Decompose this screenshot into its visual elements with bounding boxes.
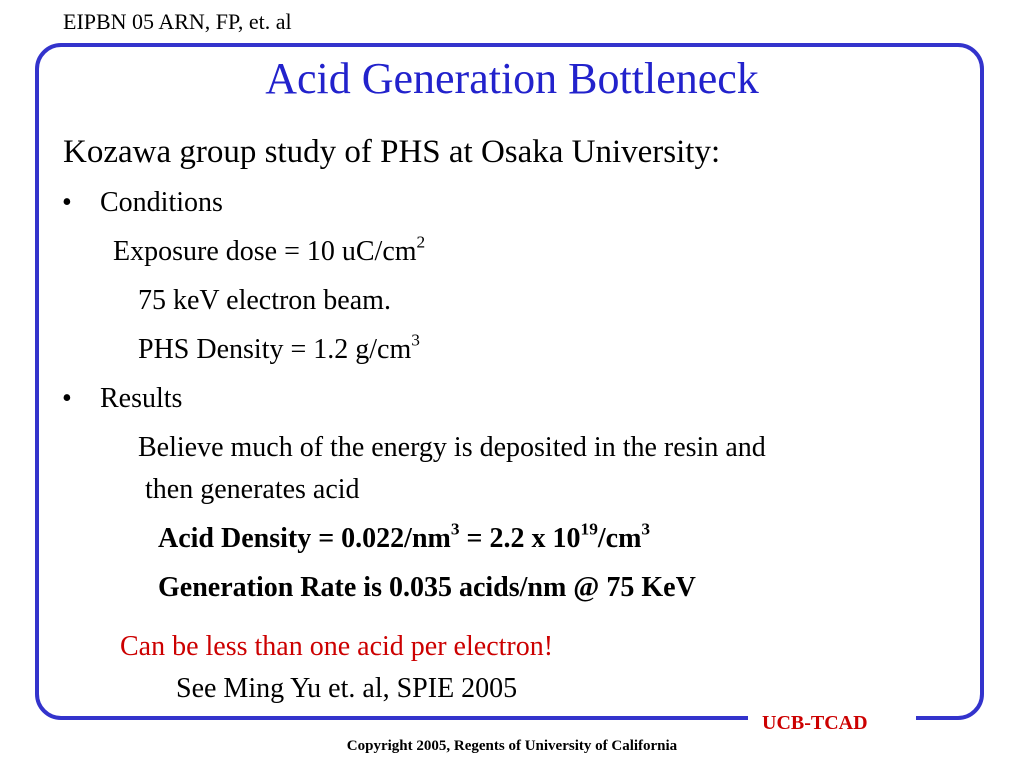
condition-beam: 75 keV electron beam. (138, 285, 391, 316)
header-note: EIPBN 05 ARN, FP, et. al (63, 9, 292, 34)
acid-density-part1: Acid Density = 0.022/nm (158, 523, 451, 554)
condition-exposure-sup: 2 (416, 232, 426, 252)
red-note: Can be less than one acid per electron! (120, 631, 554, 662)
bullet-marker: • (62, 187, 72, 218)
condition-density-sup: 3 (411, 330, 420, 350)
reference-line: See Ming Yu et. al, SPIE 2005 (176, 673, 518, 704)
acid-density-sup2: 19 (580, 519, 598, 539)
acid-density-sup1: 3 (450, 519, 460, 539)
acid-density-sup3: 3 (641, 519, 651, 539)
condition-density-text: PHS Density = 1.2 g/cm (138, 334, 412, 365)
copyright-footer: Copyright 2005, Regents of University of California (346, 738, 678, 754)
slide-title: Acid Generation Bottleneck (265, 54, 759, 103)
lead-line: Kozawa group study of PHS at Osaka University: (63, 134, 721, 170)
condition-density (138, 330, 420, 367)
bullet-conditions: Conditions (100, 187, 223, 218)
condition-exposure-text: Exposure dose = 10 uC/cm (113, 236, 417, 267)
condition-exposure (113, 232, 426, 269)
acid-density-line (158, 519, 651, 556)
bullet-results: Results (100, 383, 183, 414)
result-line-2: then generates acid (145, 474, 360, 505)
bullet-marker: • (62, 383, 72, 414)
acid-density-part2: = 2.2 x 10 (459, 523, 581, 554)
brand-label: UCB-TCAD (762, 712, 868, 734)
result-line-1: Believe much of the energy is deposited in the resin and (138, 432, 766, 463)
generation-rate-line: Generation Rate is 0.035 acids/nm @ 75 KeV (158, 572, 696, 603)
acid-density-part3: /cm (597, 523, 642, 554)
